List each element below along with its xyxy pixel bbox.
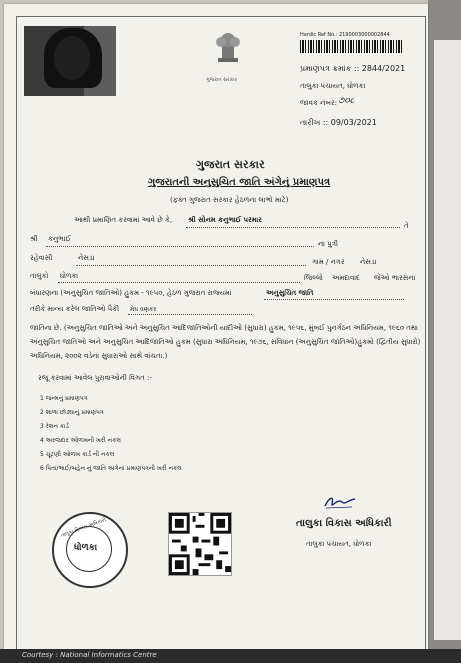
father-name: કનુભાઈ	[48, 235, 71, 243]
certificate-subtitle: (ફક્ત ગુજરાત સરકાર હેઠળના લાભો માટે)	[170, 196, 289, 204]
document-item: 6 પિતા/ભાઈ/બહેન નું જાતિ અંગેનાં પ્રમાણપત્રની ખરી નકલ	[40, 465, 182, 472]
footer-bar	[0, 649, 461, 663]
document-item: 4 અરજદાર ઓળખની ખરી નકલ	[40, 437, 121, 444]
document-item: 3 રેશન કાર્ડ	[40, 423, 69, 430]
background-edge	[428, 0, 461, 663]
footer-text: Courtesy : National Informatics Centre	[22, 651, 157, 659]
resident-label: રહેવાસી	[30, 254, 53, 262]
javak-value: ૭૦૮	[338, 96, 355, 106]
resident-value: નેસડા	[78, 254, 95, 262]
certificate-number: પ્રમાણપત્ર ક્રમાંક :: 2844/2021	[300, 64, 406, 73]
signatory-designation: તાલુકા વિકાસ અધિકારી	[296, 518, 392, 529]
recognized-value: મેઘ વણકર	[130, 306, 157, 313]
legal-paragraph-line-3: અધિનિયમ, ૨૦૦૨ વડેના સુધારાઓ સાથે વાંચતા.)	[30, 352, 168, 360]
caste-value: જેઓ ભારસના	[374, 274, 416, 282]
document-item: 5 ચૂંટણી ઓળખ કાર્ડ ની નકલ	[40, 451, 115, 458]
qr-code	[168, 512, 232, 576]
barcode-text: Hardic Ref No.: 2190003000002844	[300, 32, 390, 38]
recognized-label: તરીકે માન્ય કરેલ જાતિઓ પૈકી	[30, 305, 120, 313]
emblem-caption: ગુજરાત સરકાર	[206, 77, 238, 83]
legal-paragraph-line-2: અનુસુચિત જાતિઓ અને અનુસુચિત આદિજાતિઓ હુકમ (સુધારા અધિનિયમ, ૧૯૭૬, સંવિધાન (અનુસુચિત જાતિઓ)હુકમો (દ્વિતીય સુધારો)	[30, 338, 421, 346]
official-seal	[52, 512, 128, 588]
constitution-text: બંધારણના (અનુસુચિત જાતિઓ) હુકમ - ૧૯૫૦, હેઠળ ગુજરાત રાજ્યમાં	[30, 289, 232, 297]
relation: ના પુત્રી	[318, 240, 339, 248]
taluka-label: તાલુકો	[30, 272, 49, 280]
documents-heading: રજૂ કરવામાં આવેલ પુરાવાઓની વિગત :-	[38, 374, 152, 382]
holder-name: શ્રી સોનમ કનુભાઈ પરમાર	[188, 216, 262, 224]
signature	[322, 494, 358, 510]
signatory-office: તાલુકા પંચાયત, ધોળકા	[306, 540, 372, 548]
village-label: ગામ / નગર	[312, 258, 345, 266]
document-item: 2 શાળા છોડ્યાનું પ્રમાણપત્ર	[40, 409, 104, 416]
district-label: જિલ્લો	[304, 274, 323, 282]
holder-name-suffix: તે	[404, 222, 409, 230]
district-value: અમદાવાદ	[332, 274, 360, 282]
barcode	[300, 40, 402, 53]
document-item: 1 જન્મનું પ્રમાણપત્ર	[40, 395, 88, 402]
constitution-value: અનુસુચિત જાતિ	[266, 289, 314, 297]
seal-center: ધોળકા	[74, 543, 98, 553]
village-value: નેસડા	[360, 258, 377, 266]
national-emblem-icon	[208, 28, 248, 72]
legal-paragraph-line-1: જાતિના છે. (અનુસુચિત જાતિઓ અને અનુસુચિત આદિજાતિઓની યાદીઓ (સુધારા) હુકમ, ૧૯૫૬, મુંબઈ પુનર્ગઠન અધિનિયમ, ૧૯૬૦ તથા	[30, 324, 418, 332]
taluka-value: ધોળકા	[60, 272, 79, 280]
seal-text: તાલુકા વિકાસ અધિકારી	[60, 517, 107, 539]
government-title: ગુજરાત સરકાર	[196, 158, 265, 171]
certify-prefix: આથી પ્રમાણિત કરવામાં આવે છે કે,	[74, 216, 173, 224]
father-prefix: શ્રી	[30, 235, 38, 243]
certificate-title: ગુજરાતની અનુસુચિત જાતિ અંગેનું પ્રમાણપત્ર	[148, 177, 331, 188]
issuing-office: તાલુકા પંચાયત, ધોળકા	[300, 82, 366, 90]
applicant-photo	[24, 26, 116, 96]
javak-label: જાવક નંબર:	[300, 99, 337, 107]
issue-date: તારીખ :: 09/03/2021	[300, 118, 377, 127]
